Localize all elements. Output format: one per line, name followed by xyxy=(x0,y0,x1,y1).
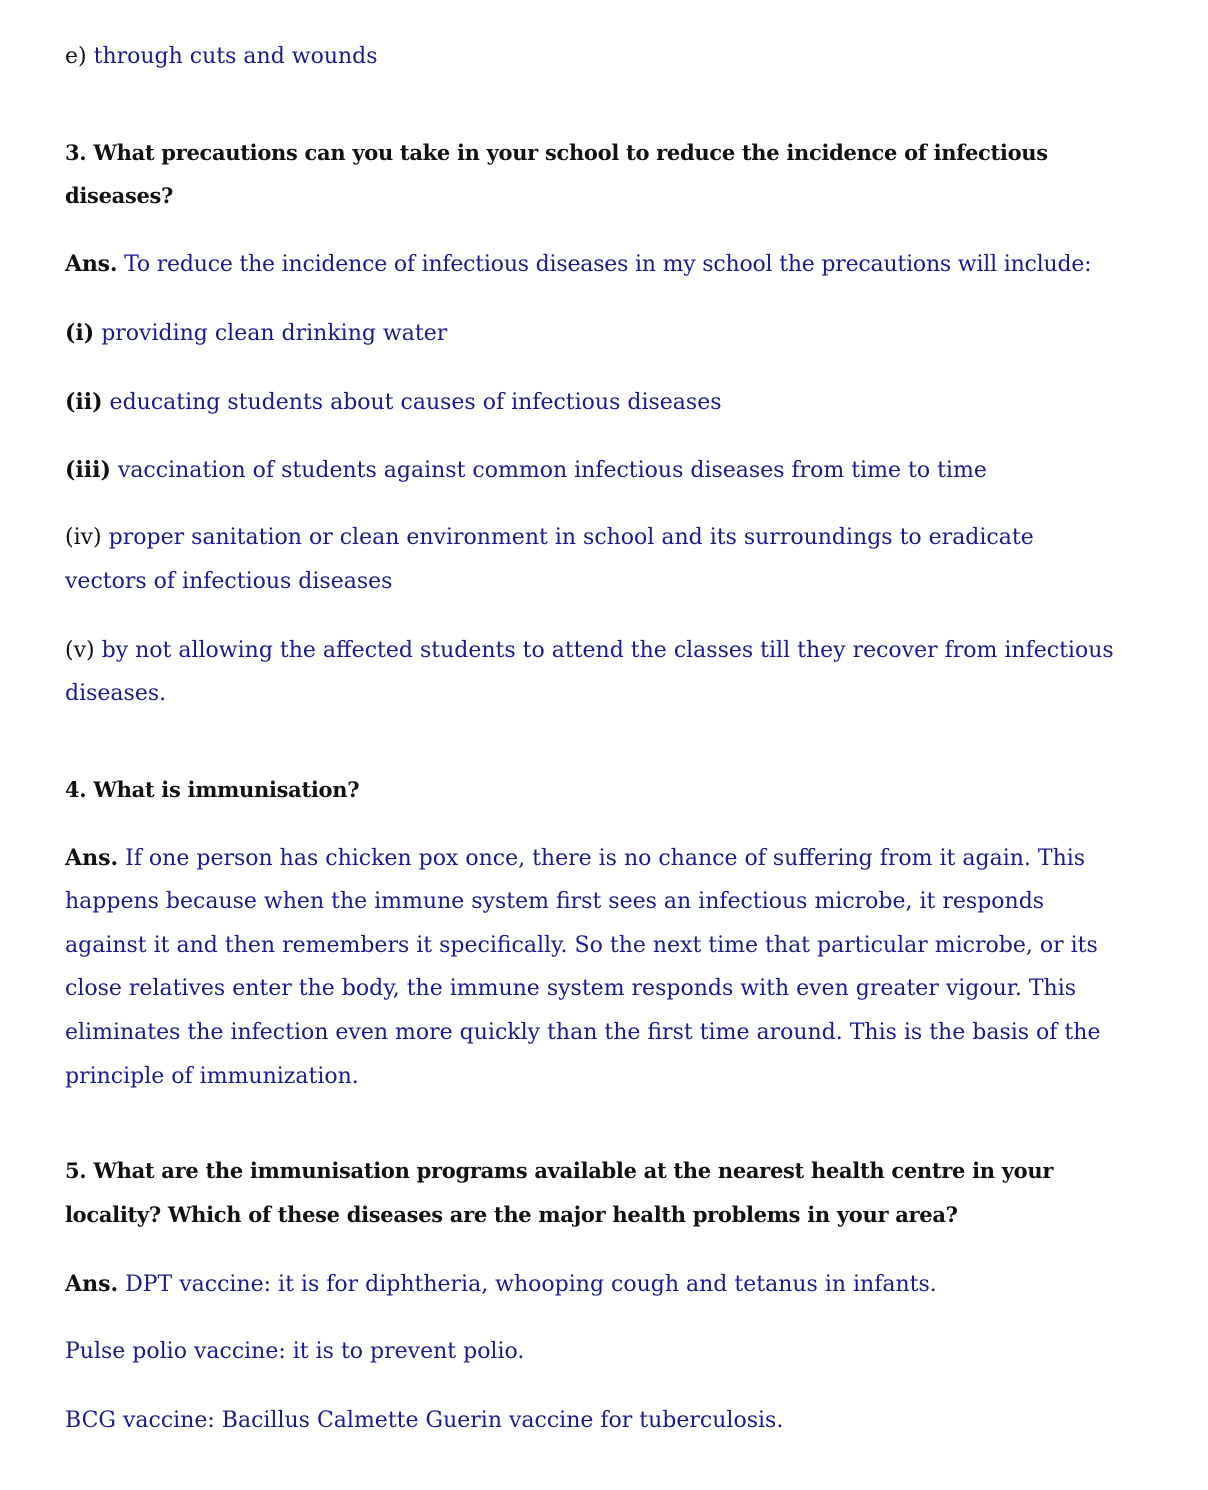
answer-point-v-continued: diseases. xyxy=(65,681,167,706)
answer-5-extra-2: BCG vaccine: Bacillus Calmette Guerin vaccine for tuberculosis. xyxy=(65,1408,784,1433)
answer-4-line-5: eliminates the infection even more quickly than the first time around. This is the basis of the xyxy=(65,1020,1101,1045)
answer-label: Ans. xyxy=(65,1271,119,1297)
answer-point-iv xyxy=(65,523,1034,553)
point-text: providing clean drinking water xyxy=(101,321,448,346)
item-label: e) xyxy=(65,44,87,69)
answer-point-ii xyxy=(65,387,722,418)
answer-4-line-6: principle of immunization. xyxy=(65,1064,359,1089)
answer-4-line-1 xyxy=(65,843,1085,874)
answer-4-line-4: close relatives enter the body, the immune system responds with even greater vigour. This xyxy=(65,976,1077,1001)
answer-label: Ans. xyxy=(65,251,118,277)
answer-5 xyxy=(65,1269,937,1300)
answer-point-i xyxy=(65,318,447,349)
point-label: (iii) xyxy=(65,457,111,483)
question-3-line-2: diseases? xyxy=(65,183,174,208)
answer-point-iii xyxy=(65,455,987,486)
question-5-line-2: locality? Which of these diseases are the major health problems in your area? xyxy=(65,1202,958,1227)
list-item-e xyxy=(65,42,378,72)
answer-text: DPT vaccine: it is for diphtheria, whooping cough and tetanus in infants. xyxy=(125,1272,937,1297)
point-text: by not allowing the affected students to attend the classes till they recover from infectious xyxy=(101,638,1114,663)
answer-point-iv-continued: vectors of infectious diseases xyxy=(65,569,393,594)
point-text: educating students about causes of infectious diseases xyxy=(109,390,722,415)
point-label: (iv) xyxy=(65,525,102,550)
answer-text: To reduce the incidence of infectious diseases in my school the precautions will include: xyxy=(124,252,1092,277)
point-text: vaccination of students against common infectious diseases from time to time xyxy=(117,458,987,483)
point-label: (i) xyxy=(65,320,95,346)
answer-4-line-2: happens because when the immune system first sees an infectious microbe, it responds xyxy=(65,889,1045,914)
point-text: proper sanitation or clean environment in school and its surroundings to eradicate xyxy=(108,525,1034,550)
answer-3 xyxy=(65,249,1091,280)
answer-label: Ans. xyxy=(65,845,119,871)
point-label: (ii) xyxy=(65,389,103,415)
item-text: through cuts and wounds xyxy=(93,44,378,69)
answer-text: If one person has chicken pox once, there is no chance of suffering from it again. This xyxy=(125,846,1086,871)
question-4: 4. What is immunisation? xyxy=(65,777,360,802)
question-5-line-1: 5. What are the immunisation programs available at the nearest health centre in your xyxy=(65,1158,1054,1183)
answer-5-extra-1: Pulse polio vaccine: it is to prevent polio. xyxy=(65,1339,525,1364)
answer-point-v xyxy=(65,636,1114,666)
point-label: (v) xyxy=(65,638,95,663)
question-3-line-1: 3. What precautions can you take in your school to reduce the incidence of infectious xyxy=(65,140,1048,165)
answer-4-line-3: against it and then remembers it specifically. So the next time that particular microbe, or its xyxy=(65,933,1098,958)
